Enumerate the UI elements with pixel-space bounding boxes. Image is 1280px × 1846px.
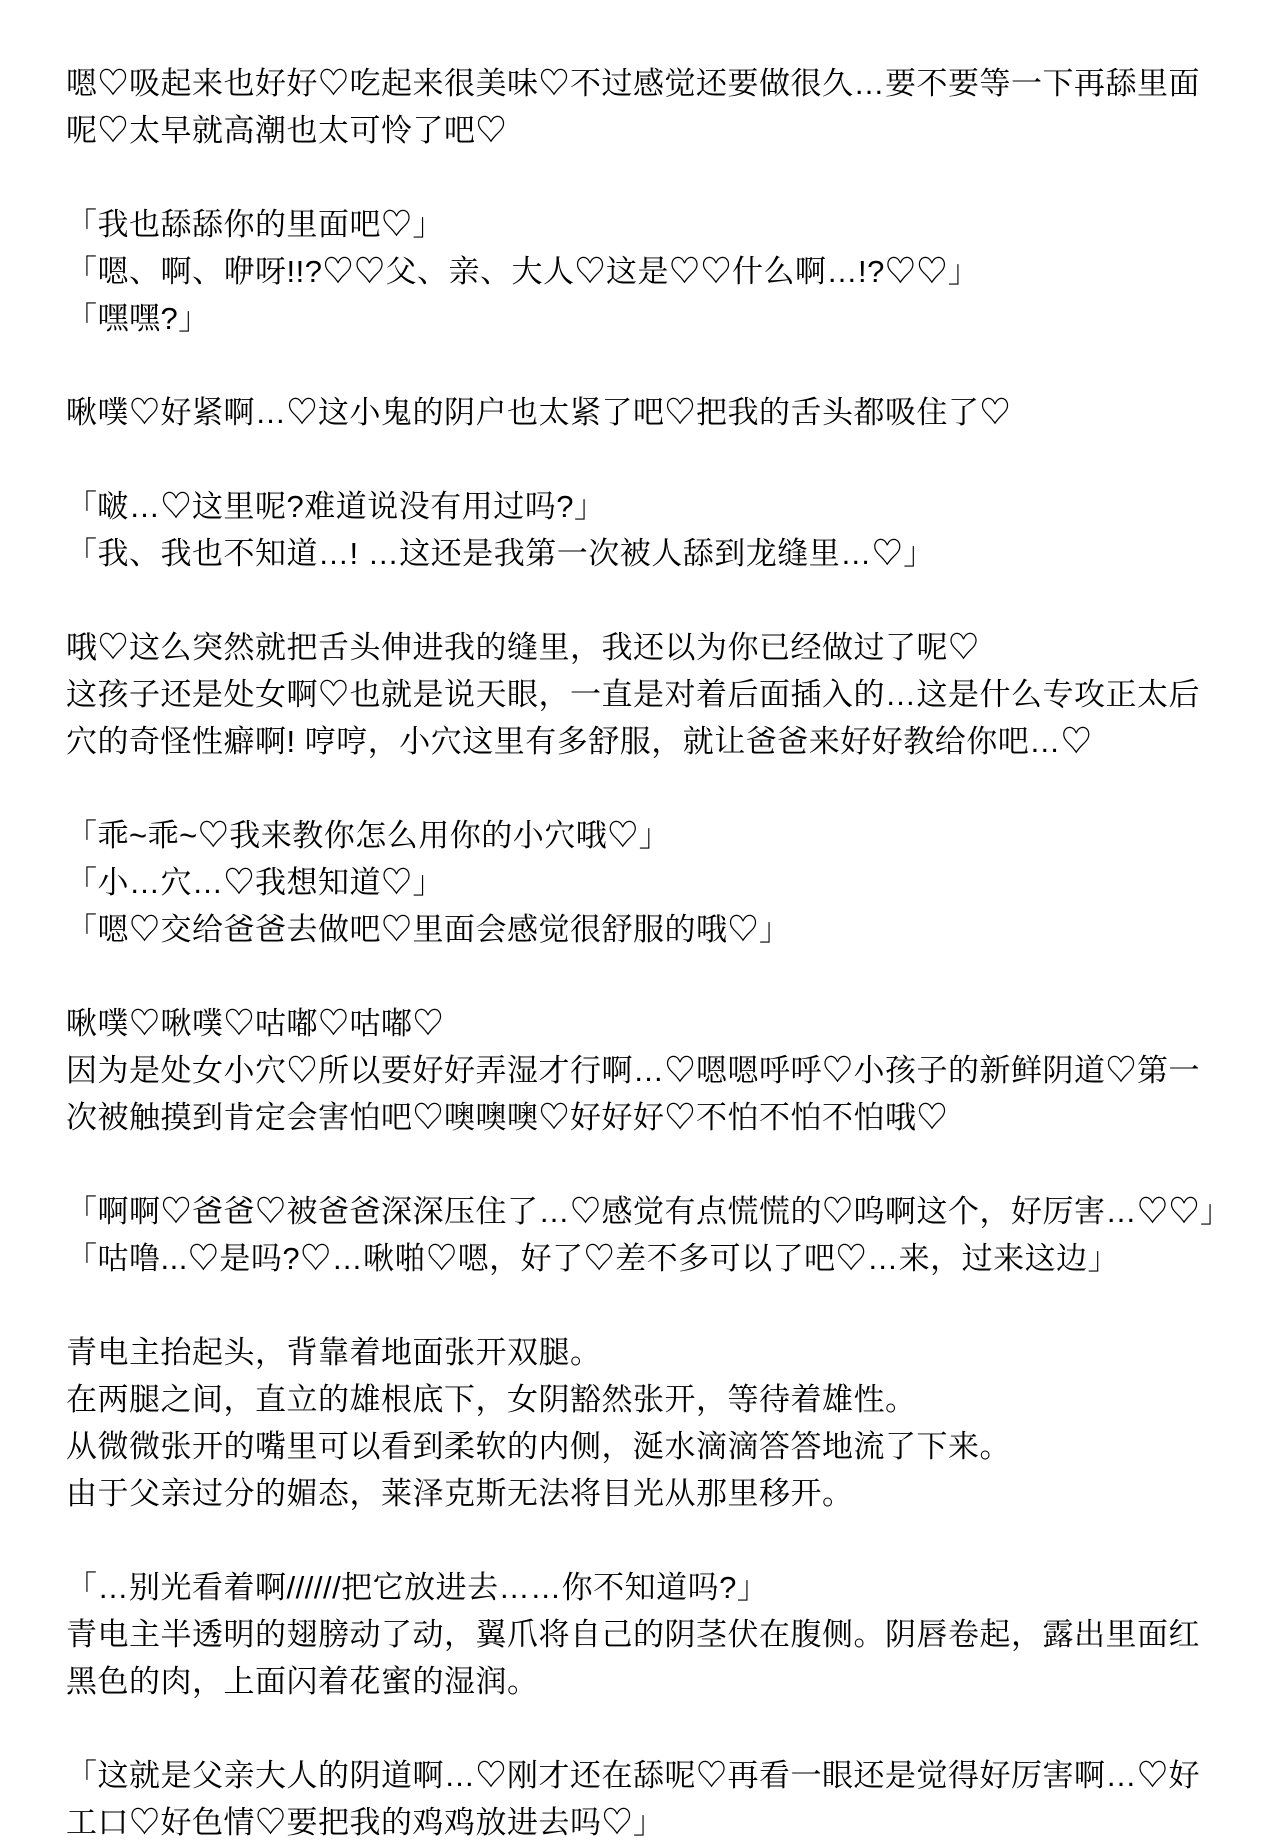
text-line: 青电主抬起头，背靠着地面张开双腿。: [66, 1335, 602, 1370]
paragraph: [66, 1000, 1216, 1141]
paragraph: [66, 812, 1216, 953]
text-line: 啾噗♡好紧啊…♡这小鬼的阴户也太紧了吧♡把我的舌头都吸住了♡: [66, 395, 1011, 430]
paragraph: [66, 60, 1216, 154]
text-line: 嗯♡吸起来也好好♡吃起来很美味♡不过感觉还要做很久…要不要等一下再舔里面呢♡太早就高潮也太可怜了吧♡: [66, 66, 1200, 148]
paragraph: [66, 201, 1216, 342]
text-line: 「我、我也不知道…! …这还是我第一次被人舔到龙缝里…♡」: [66, 536, 935, 571]
paragraph: [66, 1329, 1216, 1517]
text-line: 在两腿之间，直立的雄根底下，女阴豁然张开，等待着雄性。: [66, 1382, 917, 1417]
paragraph: [66, 483, 1216, 577]
paragraph: [66, 1752, 1216, 1846]
text-line: 「小…穴…♡我想知道♡」: [66, 865, 444, 900]
text-line: 由于父亲过分的媚态，莱泽克斯无法将目光从那里移开。: [66, 1476, 854, 1511]
text-line: 这孩子还是处女啊♡也就是说天眼，一直是对着后面插入的…这是什么专攻正太后穴的奇怪性癖啊! 哼哼，小穴这里有多舒服，就让爸爸来好好教给你吧…♡: [66, 677, 1200, 759]
text-line: 因为是处女小穴♡所以要好好弄湿才行啊…♡嗯嗯呼呼♡小孩子的新鲜阴道♡第一次被触摸到肯定会害怕吧♡噢噢噢♡好好好♡不怕不怕不怕哦♡: [66, 1053, 1200, 1135]
text-line: 青电主半透明的翅膀动了动，翼爪将自己的阴茎伏在腹侧。阴唇卷起，露出里面红黑色的肉，上面闪着花蜜的湿润。: [66, 1617, 1200, 1699]
paragraph: [66, 389, 1216, 436]
text-line: 啾噗♡啾噗♡咕嘟♡咕嘟♡: [66, 1006, 444, 1041]
text-line: 「乖~乖~♡我来教你怎么用你的小穴哦♡」: [66, 818, 671, 853]
text-line: 「我也舔舔你的里面吧♡」: [66, 207, 444, 242]
text-line: 「嗯、啊、咿呀!!?♡♡父、亲、大人♡这是♡♡什么啊…!?♡♡」: [66, 254, 980, 289]
text-line: 从微微张开的嘴里可以看到柔软的内侧，涎水滴滴答答地流了下来。: [66, 1429, 1011, 1464]
paragraph: [66, 624, 1216, 765]
paragraph: [66, 1188, 1232, 1282]
text-line: 「…别光看着啊//////把它放进去……你不知道吗?」: [66, 1570, 769, 1605]
text-line: 「这就是父亲大人的阴道啊…♡刚才还在舔呢♡再看一眼还是觉得好厉害啊…♡好工口♡好色情♡要把我的鸡鸡放进去吗♡」: [66, 1758, 1200, 1840]
text-line: 「咕噜...♡是吗?♡…啾啪♡嗯，好了♡差不多可以了吧♡…来，过来这边」: [66, 1241, 1120, 1276]
text-line: 「啵…♡这里呢?难道说没有用过吗?」: [66, 489, 606, 524]
paragraph: [66, 1564, 1216, 1705]
text-line: 哦♡这么突然就把舌头伸进我的缝里，我还以为你已经做过了呢♡: [66, 630, 980, 665]
text-line: 「嘿嘿?」: [66, 301, 210, 336]
text-line: 「嗯♡交给爸爸去做吧♡里面会感觉很舒服的哦♡」: [66, 912, 791, 947]
text-line: 「啊啊♡爸爸♡被爸爸深深压住了…♡感觉有点慌慌的♡呜啊这个，好厉害…♡♡」: [66, 1194, 1232, 1229]
